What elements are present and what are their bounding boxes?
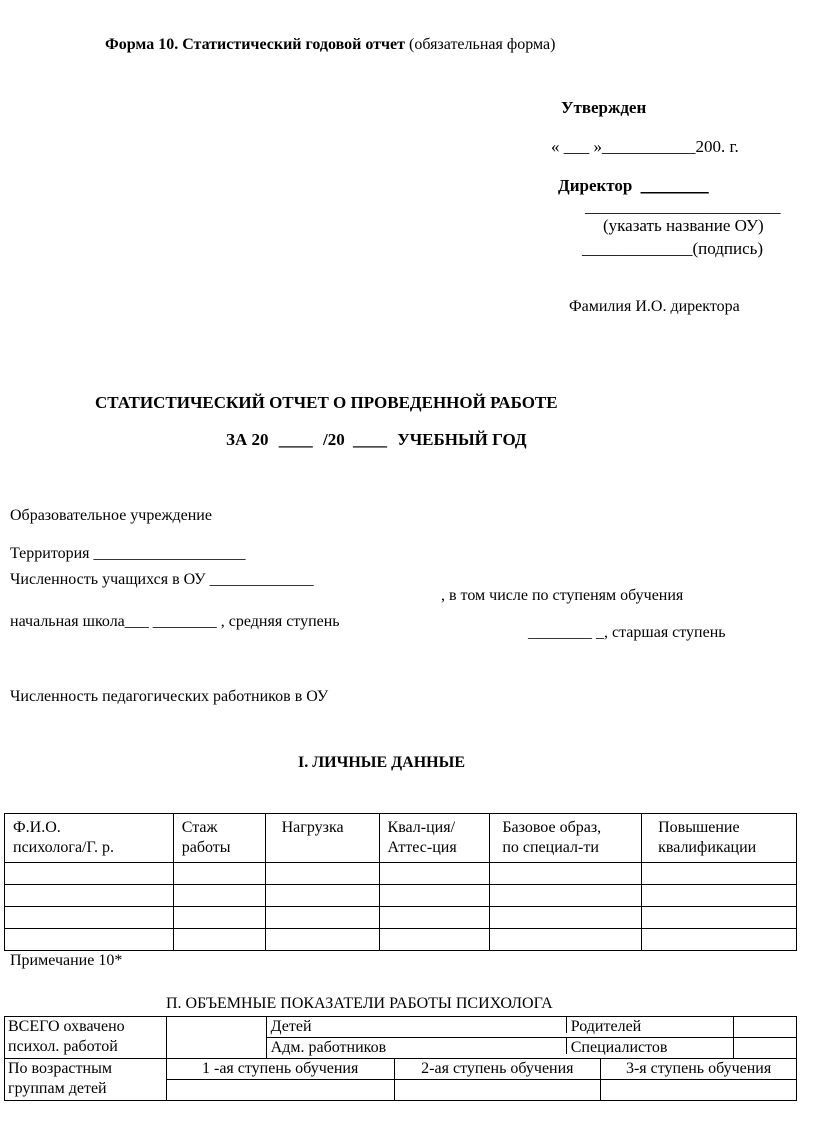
report-year-mid: /20 <box>323 430 345 449</box>
form-title-rest: (обязательная форма) <box>409 36 556 53</box>
col-experience: Стаж работы <box>173 814 265 863</box>
note-10: Примечание 10* <box>10 952 123 969</box>
director-name: Фамилия И.О. директора <box>569 298 740 315</box>
teachers-field: Численность педагогических работников в ОУ <box>10 688 329 705</box>
table-row <box>5 929 797 951</box>
parents-label: Родителей <box>570 1018 642 1035</box>
director-blank: ________ <box>640 176 709 195</box>
children-label: Детей <box>266 1017 566 1038</box>
table-row <box>5 1059 797 1080</box>
section2-title: П. ОБЪЕМНЫЕ ПОКАЗАТЕЛИ РАБОТЫ ПСИХОЛОГА <box>166 995 553 1012</box>
institution-field: Образовательное учреждение <box>10 507 212 524</box>
level1-header: 1 -ая ступень обучения <box>166 1059 394 1080</box>
director-label: Директор <box>558 176 633 195</box>
table-header-row <box>5 814 797 863</box>
age-groups-label: По возрастным группам детей <box>5 1059 167 1101</box>
total-covered-label: ВСЕГО охвачено психол. работой <box>5 1017 167 1059</box>
form-title <box>105 36 555 54</box>
report-year-line <box>226 430 527 450</box>
table-row <box>5 863 797 885</box>
admin-label: Адм. работников <box>266 1038 566 1059</box>
report-year-prefix: ЗА 20 <box>226 430 269 449</box>
year-blank-2: ____ <box>352 430 387 449</box>
col-fio: Ф.И.О. психолога/Г. р. <box>5 814 174 863</box>
specialists-value[interactable] <box>734 1038 797 1059</box>
parents-value[interactable] <box>734 1017 797 1038</box>
signature-line: _____________(подпись) <box>582 239 764 258</box>
director-line <box>558 176 709 196</box>
senior-level-field: ________ _, старшая ступень <box>528 624 726 641</box>
ou-name-hint: (указать название ОУ) <box>603 216 764 235</box>
ou-name-blank: _______________________ <box>585 197 781 216</box>
approval-date-line: « ___ »___________200. г. <box>551 137 739 156</box>
parents-cell <box>566 1017 734 1038</box>
level3-value[interactable] <box>601 1080 797 1101</box>
level2-value[interactable] <box>394 1080 601 1101</box>
specialists-cell <box>566 1038 734 1059</box>
students-field: Численность учащихся в ОУ _____________ <box>10 571 314 588</box>
year-blank-1: ____ <box>278 430 313 449</box>
incl-levels-text: , в том числе по ступеням обучения <box>441 587 684 604</box>
specialists-label: Специалистов <box>570 1039 668 1056</box>
col-education: Базовое образ, по специал-ти <box>490 814 642 863</box>
col-qualification: Квал-ция/ Аттес-ция <box>379 814 490 863</box>
approved-label: Утвержден <box>561 98 647 117</box>
report-title: СТАТИСТИЧЕСКИЙ ОТЧЕТ О ПРОВЕДЕННОЙ РАБОТЕ <box>95 393 558 412</box>
table-row <box>5 907 797 929</box>
form-title-bold: Форма 10. Статистический годовой отчет <box>105 36 405 53</box>
table-row <box>5 885 797 907</box>
level1-value[interactable] <box>166 1080 394 1101</box>
total-covered-value[interactable] <box>166 1017 266 1059</box>
section1-title: I. ЛИЧНЫЕ ДАННЫЕ <box>298 754 465 771</box>
territory-field: Территория ___________________ <box>10 545 246 562</box>
personal-data-table <box>4 813 797 951</box>
volume-indicators-table <box>4 1016 797 1101</box>
primary-school-field: начальная школа___ ________ , средняя ступень <box>10 613 340 630</box>
table-row <box>5 1017 797 1038</box>
level3-header: 3-я ступень обучения <box>601 1059 797 1080</box>
col-advanced-training: Повышение квалификации <box>642 814 797 863</box>
level2-header: 2-ая ступень обучения <box>394 1059 601 1080</box>
report-year-suffix: УЧЕБНЫЙ ГОД <box>397 430 527 449</box>
col-workload: Нагрузка <box>265 814 379 863</box>
